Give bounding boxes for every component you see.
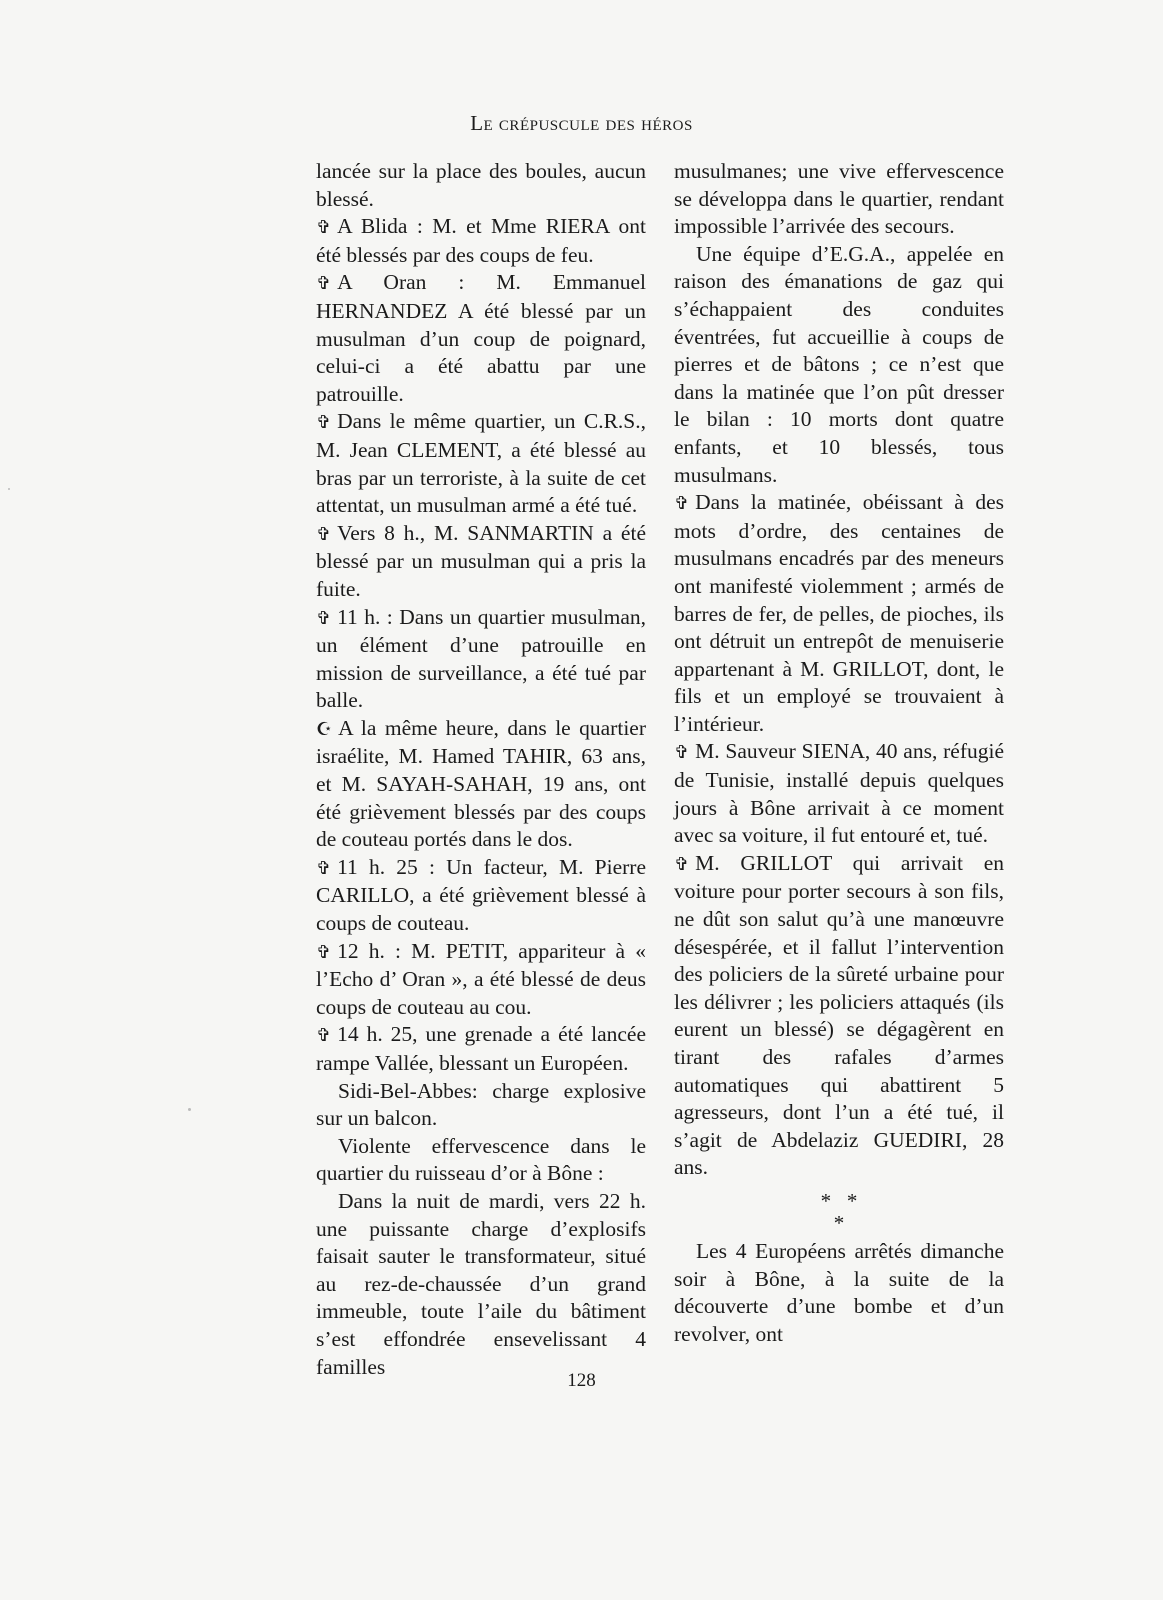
paragraph	[316, 604, 646, 715]
paragraph-text: musulmanes; une vive effervescence se développa dans le quartier, rendant impossible l’arrivée des secours.	[674, 159, 1004, 239]
paragraph	[316, 408, 646, 519]
paragraph	[316, 715, 646, 854]
cross-icon: ✞	[674, 853, 690, 875]
paragraph	[674, 1238, 1004, 1348]
paragraph-text: 11 h. 25 : Un facteur, M. Pierre CARILLO, a été grièvement blessé à coups de couteau.	[316, 854, 646, 936]
running-head	[0, 111, 1163, 136]
cross-icon: ✞	[316, 857, 332, 879]
paragraph-text: 12 h. : M. PETIT, appariteur à « l’Echo d’ Oran », a été blessé de deus coups de couteau au cou.	[316, 938, 646, 1019]
paragraph	[316, 1188, 646, 1381]
stars-row: *	[833, 1210, 845, 1235]
cross-icon: ✞	[316, 523, 332, 545]
paragraph-text: Dans le même quartier, un C.R.S., M. Jean CLEMENT, a été blessé au bras par un terroriste, à la suite de cet attentat, un musulman armé a été tué.	[316, 409, 646, 518]
paragraph-text: Dans la matinée, obéissant à des mots d’ordre, des centaines de musulmans encadrés par des meneurs ont manifesté violemment ; armés de barres de fer, de pelles, de pioches, ils ont détruit un entrepôt de menuiserie appartenant à M. GRILLOT, dont, le fils et un employé se trouvaient à l’intérieur.	[674, 490, 1004, 736]
paragraph-text: Violente effervescence dans le quartier du ruisseau d’or à Bône :	[316, 1133, 646, 1186]
cross-icon: ✞	[674, 742, 690, 764]
paragraph-text: Une équipe d’E.G.A., appelée en raison des émanations de gaz qui s’échappaient des conduites éventrées, fut accueillie à coups de pierres et de bâtons ; ce n’est que dans la matinée que l’on pût dresser le bilan : 10 morts dont quatre enfants, et 10 blessés, tous musulmans.	[674, 241, 1004, 487]
crescent-icon: ☪	[316, 718, 333, 740]
paragraph-text: A Blida : M. et Mme RIERA ont été blessés par des coups de feu.	[316, 214, 646, 267]
cross-icon: ✞	[674, 493, 690, 515]
paragraph-text: A la même heure, dans le quartier israélite, M. Hamed TAHIR, 63 ans, et M. SAYAH-SAHAH, 19 ans, ont été grièvement blessés par des coups de couteau portés dans le dos.	[316, 715, 646, 852]
cross-icon: ✞	[316, 412, 332, 434]
paragraph-text: 14 h. 25, une grenade a été lancée rampe Vallée, blessant un Européen.	[316, 1022, 646, 1075]
paragraph	[674, 489, 1004, 738]
scan-speck	[8, 488, 10, 490]
paragraph-text: lancée sur la place des boules, aucun blessé.	[316, 159, 646, 211]
paragraph-text: Dans la nuit de mardi, vers 22 h. une puissante charge d’explosifs faisait sauter le transformateur, situé au rez-de-chaussée d’un grand immeuble, toute l’aile du bâtiment s’est effondrée ensevelissant 4 familles	[316, 1188, 646, 1379]
paragraph	[316, 1021, 646, 1077]
paragraph	[316, 158, 646, 213]
paragraph-text: Sidi-Bel-Abbes: charge explosive sur un balcon.	[316, 1078, 646, 1131]
paragraph	[316, 854, 646, 938]
paragraph	[316, 1133, 646, 1188]
paragraph	[316, 1078, 646, 1133]
paragraph	[674, 738, 1004, 849]
cross-icon: ✞	[316, 1025, 332, 1047]
paragraph	[674, 850, 1004, 1182]
paragraph-text: Les 4 Européens arrêtés dimanche soir à Bône, à la suite de la découverte d’une bombe et d’un revolver, ont	[674, 1238, 1004, 1346]
paragraph	[316, 938, 646, 1022]
paragraph-text: 11 h. : Dans un quartier musulman, un élément d’une patrouille en mission de surveillance, a été tué par balle.	[316, 604, 646, 713]
left-column	[316, 158, 646, 1381]
cross-icon: ✞	[316, 273, 332, 295]
paragraph	[316, 213, 646, 269]
section-break-stars	[674, 1190, 1004, 1234]
paragraph-text: A Oran : M. Emmanuel HERNANDEZ A été blessé par un musulman d’un coup de poignard, celui-ci a été abattu par une patrouille.	[316, 270, 646, 406]
page-number: 128	[567, 1370, 596, 1391]
paragraph	[316, 520, 646, 604]
cross-icon: ✞	[316, 607, 332, 629]
paragraph	[316, 269, 646, 408]
paragraph	[674, 241, 1004, 489]
paragraph-text: Vers 8 h., M. SANMARTIN a été blessé par un musulman qui a pris la fuite.	[316, 520, 646, 601]
scan-speck	[188, 1108, 191, 1111]
paragraph-text: M. GRILLOT qui arrivait en voiture pour porter secours à son fils, ne dût son salut qu’à une manœuvre désespérée, et il fallut l’intervention des policiers de la sûreté urbaine pour les délivrer ; les policiers attaqués (ils eurent un blessé) se dégagèrent en tirant des rafales d’armes automatiques qui abattirent 5 agresseurs, dont l’un a été tué, il s’agit de Abdelaziz GUEDIRI, 28 ans.	[674, 850, 1004, 1180]
cross-icon: ✞	[316, 941, 332, 963]
cross-icon: ✞	[316, 217, 332, 239]
stars-row: * *	[820, 1188, 858, 1213]
paragraph-text: M. Sauveur SIENA, 40 ans, réfugié de Tunisie, installé depuis quelques jours à Bône arrivait à ce moment avec sa voiture, il fut entouré et, tué.	[674, 739, 1004, 848]
paragraph	[674, 158, 1004, 241]
right-column	[674, 158, 1004, 1348]
running-head-text: Le crépuscule des héros	[470, 111, 693, 135]
